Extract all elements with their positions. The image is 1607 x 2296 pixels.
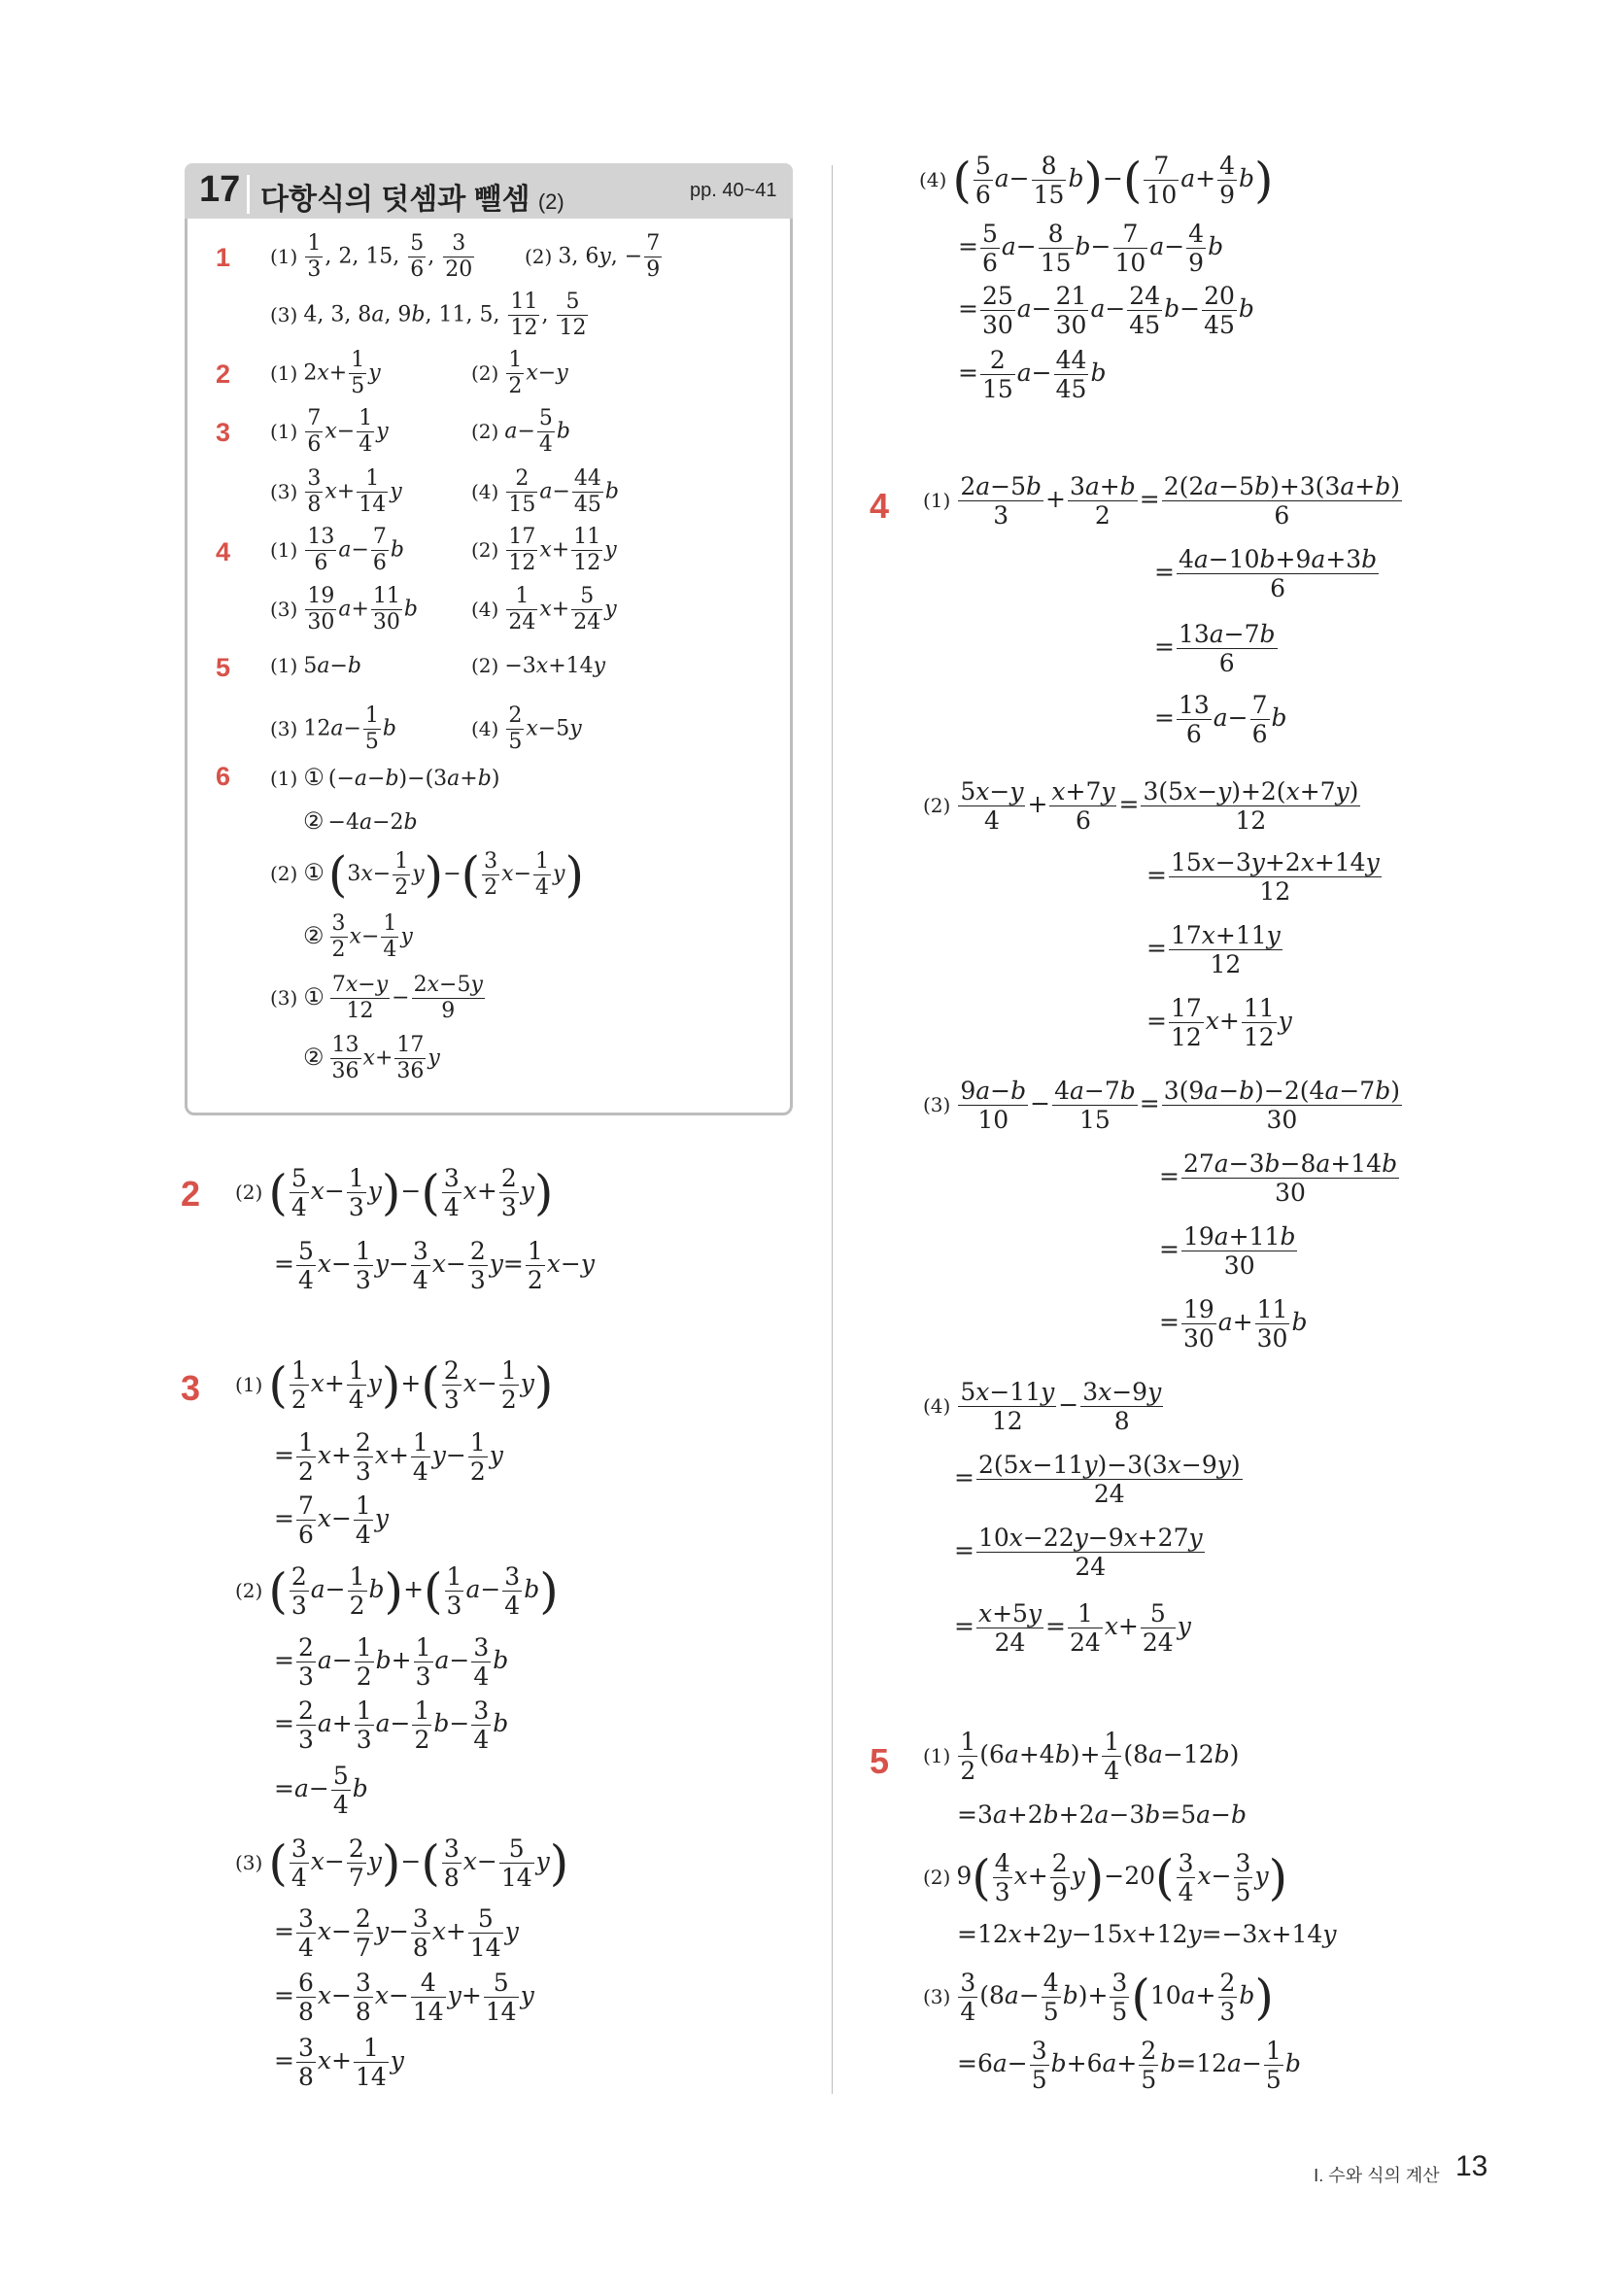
solution-q4-4-line1: (4) $\frac{5x-11y}{12}$ − $\frac{3x-9y}{8}$ bbox=[923, 1378, 1162, 1435]
solution-q5-number: 5 bbox=[870, 1741, 890, 1781]
solution-q4-2-line3: = $\frac{17x+11y}{12}$ bbox=[1146, 921, 1281, 978]
solution-q3-3-line2: = $\frac{3}{4}$ x− $\frac{2}{7}$ y− $\frac{3}{8}$ x+ $\frac{5}{14}$ y bbox=[274, 1904, 519, 1962]
box-q6-answer-1b: ② −4a−2b bbox=[303, 807, 418, 835]
solution-q4-4-line2: = $\frac{2(5x-11y)-3(3x-9y)}{24}$ bbox=[954, 1451, 1241, 1508]
page-number: 13 bbox=[1455, 2150, 1488, 2182]
box-q1-answer-2: (2) 3, 6y, − $\frac{7}{9}$ bbox=[525, 231, 661, 282]
solution-q3-1-line3: = $\frac{7}{6}$ x− $\frac{1}{4}$ y bbox=[274, 1491, 389, 1549]
solution-q3-3-line4: = $\frac{3}{8}$ x+ $\frac{1}{14}$ y bbox=[274, 2034, 404, 2091]
box-q4-answer-4: (4) $\frac{1}{24}$ x+ $\frac{5}{24}$ y bbox=[471, 584, 617, 634]
section-title bbox=[260, 175, 564, 218]
solution-q4-1-line1: (1) $\frac{2a-5b}{3}$ + $\frac{3a+b}{2}$ = $\frac{2(2a-5b)+3(3a+b)}{6}$ bbox=[923, 472, 1400, 530]
solution-q3-4-line4: = $\frac{2}{15}$ a− $\frac{44}{45}$ b bbox=[958, 346, 1107, 403]
solution-q4-4-line4: = $\frac{x+5y}{24}$ = $\frac{1}{24}$ x+ $\frac{5}{24}$ y bbox=[954, 1599, 1191, 1657]
section-number-divider bbox=[247, 175, 250, 214]
box-q6-answer-2a: (2) ①(3x− $\frac{1}{2}$ y)−( $\frac{3}{2}$ x− $\frac{1}{4}$ y) bbox=[270, 846, 584, 903]
box-q2-answer-1: (1) 2x+ $\frac{1}{5}$ y bbox=[270, 348, 381, 398]
solution-q5-2-line1: (2) 9( $\frac{4}{3}$ x+ $\frac{2}{9}$ y)−20( $\frac{3}{4}$ x− $\frac{3}{5}$ y) bbox=[923, 1849, 1288, 1906]
box-q1-answer-3: (3) 4, 3, 8a, 9b, 11, 5, $\frac{11}{12}$ , $\frac{5}{12}$ bbox=[270, 290, 587, 340]
solution-q3-2-line1: (2) ( $\frac{2}{3}$ a− $\frac{1}{2}$ b)+( $\frac{1}{3}$ a− $\frac{3}{4}$ b) bbox=[235, 1562, 559, 1620]
box-q1-number: 1 bbox=[216, 243, 231, 272]
solution-q5-2-line2: =12x+2y−15x+12y=−3x+14y bbox=[957, 1920, 1337, 1948]
box-q2-answer-2: (2) $\frac{1}{2}$ x−y bbox=[471, 348, 568, 398]
solution-q4-1-line4: = $\frac{13}{6}$ a− $\frac{7}{6}$ b bbox=[1154, 691, 1287, 748]
solution-q5-1-line1: (1) $\frac{1}{2}$ (6a+4b)+ $\frac{1}{4}$ (8a−12b) bbox=[923, 1728, 1240, 1785]
solution-q3-1-line2: = $\frac{1}{2}$ x+ $\frac{2}{3}$ x+ $\frac{1}{4}$ y− $\frac{1}{2}$ y bbox=[274, 1428, 503, 1486]
column-divider bbox=[832, 165, 833, 2094]
box-q2-number: 2 bbox=[216, 360, 231, 389]
box-q6-answer-1a: (1) ① (−a−b)−(3a+b) bbox=[270, 764, 500, 791]
solution-q3-3-line1: (3) ( $\frac{3}{4}$ x− $\frac{2}{7}$ y)−( $\frac{3}{8}$ x− $\frac{5}{14}$ y) bbox=[235, 1834, 569, 1892]
box-q4-answer-1: (1) $\frac{13}{6}$ a− $\frac{7}{6}$ b bbox=[270, 525, 404, 575]
solution-q3-4-line3: = $\frac{25}{30}$ a− $\frac{21}{30}$ a− $\frac{24}{45}$ b− $\frac{20}{45}$ b bbox=[958, 282, 1254, 339]
solution-q4-2-line4: = $\frac{17}{12}$ x+ $\frac{11}{12}$ y bbox=[1146, 994, 1292, 1051]
solution-q4-2-line1: (2) $\frac{5x-y}{4}$ + $\frac{x+7y}{6}$ = $\frac{3(5x-y)+2(x+7y)}{12}$ bbox=[923, 777, 1359, 835]
solution-q2-number: 2 bbox=[181, 1174, 201, 1214]
section-title-suffix: (2) bbox=[537, 189, 564, 214]
solution-q3-4-line1: (4) ( $\frac{5}{6}$ a− $\frac{8}{15}$ b)−( $\frac{7}{10}$ a+ $\frac{4}{9}$ b) bbox=[919, 152, 1274, 209]
box-q5-number: 5 bbox=[216, 653, 231, 682]
footer-chapter: Ⅰ. 수와 식의 계산 bbox=[1314, 2166, 1440, 2185]
solution-q3-1-line1: (1) ( $\frac{1}{2}$ x+ $\frac{1}{4}$ y)+( $\frac{2}{3}$ x− $\frac{1}{2}$ y) bbox=[235, 1356, 554, 1414]
box-q4-number: 4 bbox=[216, 537, 231, 566]
box-q5-answer-3: (3) 12a− $\frac{1}{5}$ b bbox=[270, 703, 396, 754]
solution-q4-3-line4: = $\frac{19}{30}$ a+ $\frac{11}{30}$ b bbox=[1159, 1295, 1308, 1353]
solution-q5-3-line1: (3) $\frac{3}{4}$ (8a− $\frac{4}{5}$ b)+ $\frac{3}{5}$ (10a+ $\frac{2}{3}$ b) bbox=[923, 1969, 1274, 2026]
solution-q3-4-line2: = $\frac{5}{6}$ a− $\frac{8}{15}$ b− $\frac{7}{10}$ a− $\frac{4}{9}$ b bbox=[958, 220, 1224, 277]
solution-q4-1-line2: = $\frac{4a-10b+9a+3b}{6}$ bbox=[1154, 545, 1378, 602]
solution-q4-3-line3: = $\frac{19a+11b}{30}$ bbox=[1159, 1222, 1296, 1280]
solution-q3-2-line4: =a− $\frac{5}{4}$ b bbox=[274, 1762, 368, 1819]
solution-q3-2-line3: = $\frac{2}{3}$ a+ $\frac{1}{3}$ a− $\frac{1}{2}$ b− $\frac{3}{4}$ b bbox=[274, 1696, 509, 1754]
box-q6-number: 6 bbox=[216, 762, 231, 791]
box-q6-answer-2b: ② $\frac{3}{2}$ x− $\frac{1}{4}$ y bbox=[303, 911, 413, 962]
box-q3-number: 3 bbox=[216, 418, 231, 447]
solution-q3-number: 3 bbox=[181, 1368, 201, 1408]
section-number: 17 bbox=[199, 169, 241, 210]
solution-q4-number: 4 bbox=[870, 486, 890, 526]
section-title-text: 다항식의 덧셈과 뺄셈 bbox=[260, 184, 530, 216]
solution-q4-4-line3: = $\frac{10x-22y-9x+27y}{24}$ bbox=[954, 1524, 1203, 1581]
box-q5-answer-4: (4) $\frac{2}{5}$ x−5y bbox=[471, 703, 582, 754]
solution-q4-3-line1: (3) $\frac{9a-b}{10}$ − $\frac{4a-7b}{15}$ = $\frac{3(9a-b)-2(4a-7b)}{30}$ bbox=[923, 1077, 1400, 1134]
box-q1-answer-1: (1) $\frac{1}{3}$ , 2, 15, $\frac{5}{6}$ , $\frac{3}{20}$ bbox=[270, 231, 473, 282]
solution-q5-3-line2: =6a− $\frac{3}{5}$ b+6a+ $\frac{2}{5}$ b=12a− $\frac{1}{5}$ b bbox=[957, 2037, 1301, 2094]
box-q4-answer-3: (3) $\frac{19}{30}$ a+ $\frac{11}{30}$ b bbox=[270, 584, 418, 634]
solution-q3-2-line2: = $\frac{2}{3}$ a− $\frac{1}{2}$ b+ $\frac{1}{3}$ a− $\frac{3}{4}$ b bbox=[274, 1633, 509, 1691]
solution-q5-1-line2: =3a+2b+2a−3b=5a−b bbox=[957, 1800, 1248, 1829]
box-q6-answer-3a: (3) ① $\frac{7x-y}{12}$ − $\frac{2x-5y}{9}$ bbox=[270, 973, 483, 1023]
solution-q3-3-line3: = $\frac{6}{8}$ x− $\frac{3}{8}$ x− $\frac{4}{14}$ y+ $\frac{5}{14}$ y bbox=[274, 1969, 534, 2026]
box-q5-answer-2: (2) −3x+14y bbox=[471, 654, 606, 678]
solution-q4-2-line2: = $\frac{15x-3y+2x+14y}{12}$ bbox=[1146, 848, 1380, 906]
box-q3-answer-2: (2) a− $\frac{5}{4}$ b bbox=[471, 406, 570, 457]
box-q3-answer-4: (4) $\frac{2}{15}$ a− $\frac{44}{45}$ b bbox=[471, 466, 619, 517]
solution-q4-1-line3: = $\frac{13a-7b}{6}$ bbox=[1154, 620, 1276, 677]
box-q6-answer-3b: ② $\frac{13}{36}$ x+ $\frac{17}{36}$ y bbox=[303, 1033, 440, 1083]
box-q3-answer-1: (1) $\frac{7}{6}$ x− $\frac{1}{4}$ y bbox=[270, 406, 389, 457]
solution-q2-line2: = $\frac{5}{4}$ x− $\frac{1}{3}$ y− $\frac{3}{4}$ x− $\frac{2}{3}$ y= $\frac{1}{2}$ x−y bbox=[274, 1237, 595, 1294]
solution-q2-line1: (2) ( $\frac{5}{4}$ x− $\frac{1}{3}$ y)−( $\frac{3}{4}$ x+ $\frac{2}{3}$ y) bbox=[235, 1164, 554, 1221]
box-q3-answer-3: (3) $\frac{3}{8}$ x+ $\frac{1}{14}$ y bbox=[270, 466, 402, 517]
solution-q4-3-line2: = $\frac{27a-3b-8a+14b}{30}$ bbox=[1159, 1149, 1398, 1207]
box-q4-answer-2: (2) $\frac{17}{12}$ x+ $\frac{11}{12}$ y bbox=[471, 525, 617, 575]
page-range: pp. 40~41 bbox=[690, 180, 777, 201]
box-q5-answer-1: (1) 5a−b bbox=[270, 654, 361, 678]
